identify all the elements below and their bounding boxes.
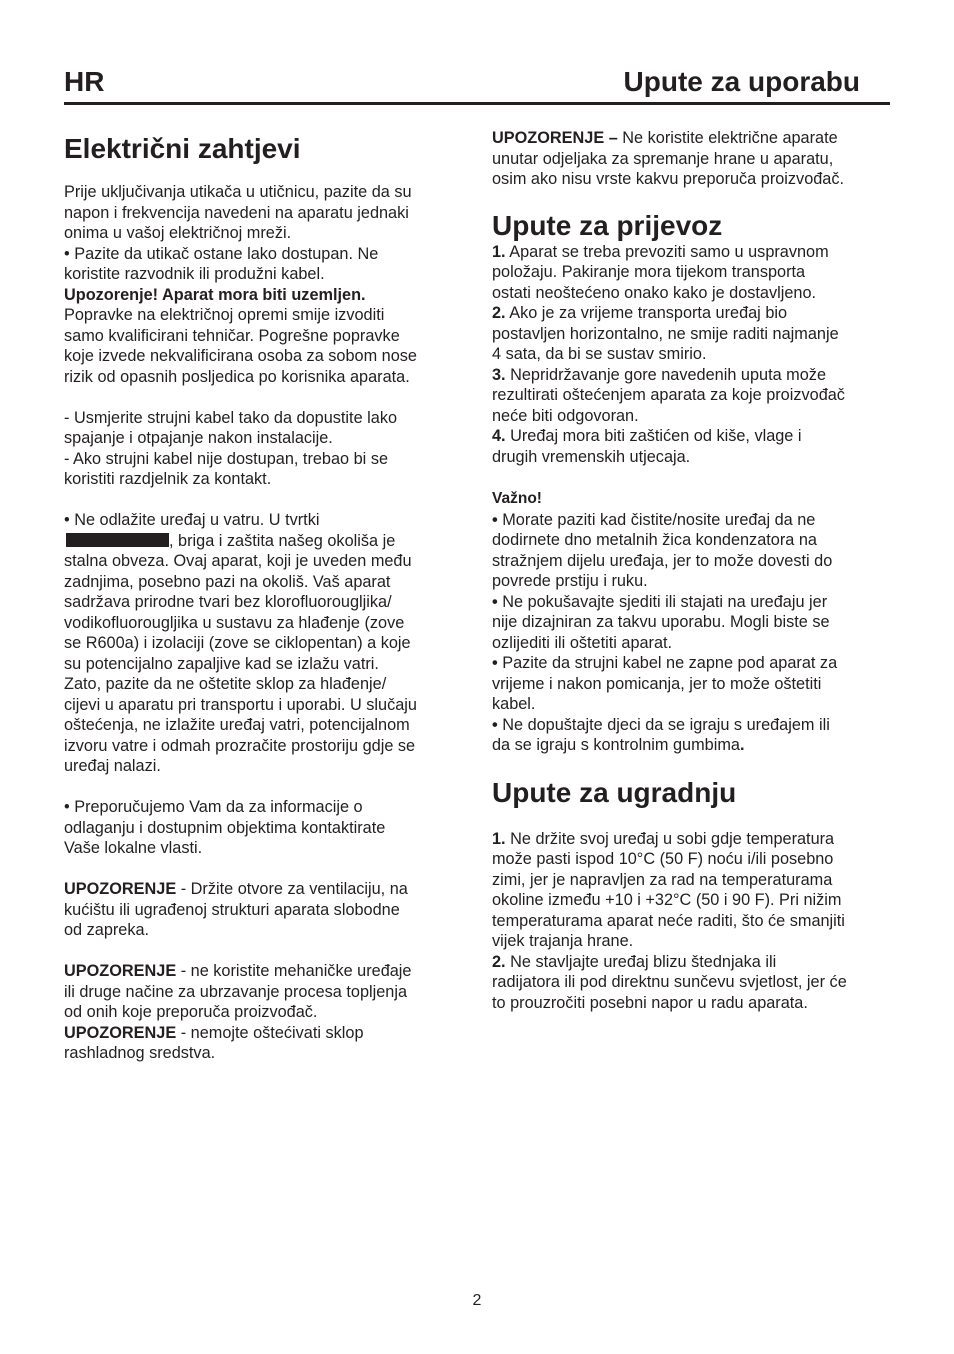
text-line: stražnjem dijelu uređaja, jer to može dovesti do <box>492 551 833 570</box>
text-line: položaju. Pakiranje mora tijekom transporta <box>492 263 806 281</box>
text-line: kabel. <box>492 695 536 713</box>
text-line: da se igraju s kontrolnim gumbima. <box>492 736 745 754</box>
text-line: 4. Uređaj mora biti zaštićen od kiše, vlage i <box>492 427 802 445</box>
heading-installation-instructions: Upute za ugradnju <box>492 776 737 808</box>
text-line: rizik od opasnih posljedica po korisnika aparata. <box>64 367 410 386</box>
text-line: UPOZORENJE - nemojte oštećivati sklop <box>64 1023 364 1042</box>
text-line: Prije uključivanja utikača u utičnicu, pazite da su <box>64 183 412 201</box>
text-line: Vaše lokalne vlasti. <box>64 839 203 857</box>
text-line: - Ako strujni kabel nije dostupan, trebao bi se <box>64 449 389 468</box>
text-line: vijek trajanja hrane. <box>492 932 634 950</box>
install-item-2 <box>492 952 894 1014</box>
compartment-warning <box>492 128 894 190</box>
text-line: se R600a) i izolaciji (zove se ciklopentan) a koje <box>64 634 411 652</box>
text-line: nije dizajniran za takvu uporabu. Mogli biste se <box>492 613 830 631</box>
text-line: rashladnog sredstva. <box>64 1044 216 1062</box>
text-line: spajanje i otpajanje nakon instalacije. <box>64 429 333 447</box>
text-line: ili druge načine za ubrzavanje procesa topljenja <box>64 982 408 1001</box>
text-line: oštećenja, ne izlažite uređaj vatri, potencijalnom <box>64 716 410 734</box>
important-item-2 <box>492 592 894 654</box>
text-line: to prouzročiti posebni napor u radu aparata. <box>492 993 808 1012</box>
text-line: uređaj nalazi. <box>64 757 161 775</box>
text-line: UPOZORENJE – Ne koristite električne aparate <box>492 129 838 147</box>
text-line: neće biti odgovoran. <box>492 406 639 425</box>
text-line: koje izvede nekvalificirana osoba za sobom nose <box>64 347 417 365</box>
text-line: • Ne pokušavajte sjediti ili stajati na uređaju jer <box>492 592 828 611</box>
text-line: stalna obveza. Ovaj aparat, koji je uveden među <box>64 552 412 570</box>
text-line: dodirnete dno metalnih žica kondenzatora na <box>492 531 817 549</box>
right-column <box>492 128 894 1013</box>
transport-item-4 <box>492 426 894 467</box>
text-line: drugih vremenskih utjecaja. <box>492 447 691 466</box>
text-line: radijatora ili pod direktnu sunčevu svjetlost, jer će <box>492 973 847 991</box>
text-line: temperaturama aparat neće raditi, što će smanjiti <box>492 911 845 930</box>
text-line: 4 sata, da bi se sustav smirio. <box>492 345 707 363</box>
text-line: postavljen horizontalno, ne smije raditi najmanje <box>492 324 839 343</box>
text-line: samo kvalificirani tehničar. Pogrešne popravke <box>64 326 400 345</box>
text-line: od zapreka. <box>64 921 150 939</box>
text-line: vodikofluorougljika u sustavu za hlađenje (zove <box>64 613 405 632</box>
text-line: ostati neoštećeno onako kako je dostavljeno. <box>492 283 817 302</box>
important-item-3 <box>492 653 894 715</box>
heading-transport-instructions: Upute za prijevoz <box>492 209 723 241</box>
text-line: osim ako nisu vrste kakvu preporuča proizvođač. <box>492 170 845 188</box>
text-line: • Ne dopuštajte djeci da se igraju s uređajem ili <box>492 715 830 734</box>
text-line: 1. Ne držite svoj uređaj u sobi gdje temperatura <box>492 829 835 848</box>
text-line: koristite razvodnik ili produžni kabel. <box>64 265 325 283</box>
text-line: cijevi u aparatu pri transportu i uporabi. U slučaju <box>64 695 417 714</box>
left-column <box>64 128 464 1064</box>
important-label: Važno! <box>492 490 542 507</box>
text-line: vrijeme i nakon pomicanja, jer to može oštetiti <box>492 674 822 693</box>
heading-electrical-requirements: Električni zahtjevi <box>64 133 301 164</box>
defrost-warning <box>64 961 464 1023</box>
text-line: • Pazite da strujni kabel ne zapne pod aparat za <box>492 654 838 672</box>
text-line: , briga i zaštita našeg okoliša je <box>64 531 464 552</box>
text-line: od onih koje preporuča proizvođač. <box>64 1003 318 1021</box>
text-line: - Usmjerite strujni kabel tako da dopustite lako <box>64 408 398 427</box>
recommend-paragraph <box>64 797 464 859</box>
text-line: • Preporučujemo Vam da za informacije o <box>64 798 363 816</box>
text-line: su potencijalno zapaljive kad se izlažu vatri. <box>64 654 379 673</box>
text-line: zadnjima, posebno pazi na okoliš. Vaš aparat <box>64 572 391 591</box>
text-line: povrede prstiju i ruku. <box>492 572 648 590</box>
text-line: odlaganju i dostupnim objektima kontaktirate <box>64 818 386 837</box>
page-number: 2 <box>472 1292 482 1309</box>
text-line: zimi, jer je napravljen za rad na temperaturama <box>492 870 833 889</box>
refrigerant-warning <box>64 1023 464 1064</box>
environment-paragraph <box>64 510 464 777</box>
text-line: Zato, pazite da ne oštetite sklop za hlađenje/ <box>64 675 387 693</box>
transport-item-3 <box>492 365 894 427</box>
text-line: okoline između +10 i +32°C (50 i 90 F). Pri nižim <box>492 891 842 909</box>
text-line: Popravke na električnoj opremi smije izvoditi <box>64 306 385 324</box>
text-line: kućištu ili ugrađenoj strukturi aparata slobodne <box>64 900 400 919</box>
install-item-1 <box>492 829 894 952</box>
ventilation-warning <box>64 879 464 941</box>
text-line: ozlijediti ili oštetiti aparat. <box>492 633 673 652</box>
text-line: 2. Ne stavljajte uređaj blizu štednjaka ili <box>492 952 777 971</box>
important-item-1 <box>492 510 894 592</box>
cable-paragraph <box>64 408 464 490</box>
text-line: sadržava prirodne tvari bez klorofluorougljika/ <box>64 593 392 611</box>
text-line: napon i frekvencija navedeni na aparatu jednaki <box>64 203 409 222</box>
text-line: 1. Aparat se treba prevoziti samo u uspravnom <box>492 242 829 261</box>
transport-item-1 <box>492 242 894 304</box>
text-line: • Morate paziti kad čistite/nosite uređaj da ne <box>492 510 816 529</box>
transport-item-2 <box>492 303 894 365</box>
manual-title: Upute za uporabu <box>623 66 860 97</box>
text-line: UPOZORENJE - Držite otvore za ventilaciju, na <box>64 880 408 898</box>
text-line: 2. Ako je za vrijeme transporta uređaj bio <box>492 304 788 322</box>
redacted-brand-logo <box>66 533 169 547</box>
grounding-warning: Upozorenje! Aparat mora biti uzemljen. <box>64 285 366 304</box>
text-line: može pasti ispod 10°C (50 F) noću i/ili posebno <box>492 850 834 868</box>
important-item-4 <box>492 715 894 756</box>
text-line: 3. Nepridržavanje gore navedenih uputa može <box>492 365 826 384</box>
text-line: UPOZORENJE - ne koristite mehaničke uređaje <box>64 962 412 980</box>
text-line: koristiti razdjelnik za kontakt. <box>64 470 272 488</box>
text-line: izvoru vatre i odmah prozračite prostoriju gdje se <box>64 736 416 755</box>
text-line: • Ne odlažite uređaj u vatru. U tvrtki <box>64 511 320 529</box>
text-line: rezultirati oštećenjem aparata za koje proizvođač <box>492 386 845 404</box>
intro-paragraph <box>64 182 464 285</box>
text-line: • Pazite da utikač ostane lako dostupan. Ne <box>64 244 379 263</box>
language-code: HR <box>64 66 105 97</box>
repair-paragraph <box>64 305 464 387</box>
page-header <box>64 64 890 105</box>
text-line: unutar odjeljaka za spremanje hrane u aparatu, <box>492 149 834 168</box>
text-line: onima u vašoj električnoj mreži. <box>64 224 292 242</box>
